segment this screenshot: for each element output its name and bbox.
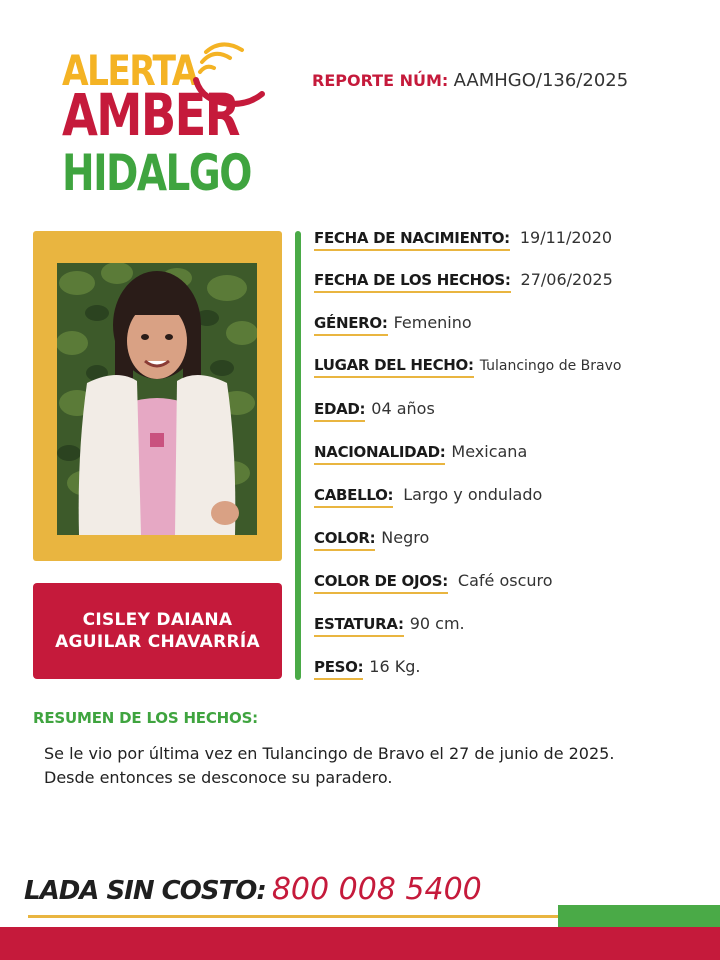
field-label: LUGAR DEL HECHO: <box>314 356 474 378</box>
person-name-box <box>33 583 282 679</box>
field-label: GÉNERO: <box>314 314 388 336</box>
field-value: 19/11/2020 <box>519 228 613 247</box>
field-label: COLOR: <box>314 529 375 551</box>
field-eye-color <box>314 571 553 594</box>
field-label: COLOR DE OJOS: <box>314 572 448 594</box>
summary-line2: Desde entonces se desconoce su paradero. <box>44 768 393 787</box>
field-color <box>314 528 429 551</box>
signal-waves-icon <box>192 42 272 112</box>
hotline <box>24 872 482 907</box>
field-nationality <box>314 442 527 465</box>
photo-frame <box>33 231 282 561</box>
field-label: FECHA DE NACIMIENTO: <box>314 229 510 251</box>
field-value: Tulancingo de Bravo <box>479 358 622 374</box>
field-label: ESTATURA: <box>314 615 404 637</box>
field-weight <box>314 657 420 680</box>
field-value: Café oscuro <box>457 571 553 590</box>
footer-red-band <box>0 927 720 960</box>
alerta-amber-logo <box>62 38 262 213</box>
field-label: EDAD: <box>314 400 365 422</box>
field-label: NACIONALIDAD: <box>314 443 445 465</box>
field-value: Femenino <box>393 313 472 332</box>
field-value: Negro <box>381 528 430 547</box>
field-label: CABELLO: <box>314 486 393 508</box>
field-label: PESO: <box>314 658 363 680</box>
summary-title: RESUMEN DE LOS HECHOS: <box>33 709 258 727</box>
summary-text <box>44 742 704 790</box>
field-value: Mexicana <box>451 442 528 461</box>
field-gender <box>314 313 472 336</box>
field-value: 90 cm. <box>409 614 465 633</box>
report-label: REPORTE NÚM: <box>312 71 449 90</box>
field-event-date <box>314 270 613 293</box>
person-name <box>55 609 260 653</box>
hotline-phone[interactable]: 800 008 5400 <box>271 872 482 907</box>
field-value: 16 Kg. <box>369 657 421 676</box>
field-birth-date <box>314 228 612 251</box>
field-age <box>314 399 435 422</box>
field-value: 04 años <box>371 399 435 418</box>
field-value: Largo y ondulado <box>403 485 543 504</box>
logo-amber-text: AMBER <box>62 81 239 149</box>
footer-green-block <box>558 905 720 927</box>
summary-line1: Se le vio por última vez en Tulancingo de Bravo el 27 de junio de 2025. <box>44 744 615 763</box>
report-value: AAMHGO/136/2025 <box>453 70 629 91</box>
logo-alerta-text: ALERTA <box>62 46 197 95</box>
missing-child-photo <box>57 263 257 535</box>
field-hair <box>314 485 542 508</box>
field-location <box>314 356 621 378</box>
hotline-label: LADA SIN COSTO: <box>24 876 266 906</box>
person-name-line1: CISLEY DAIANA <box>82 610 233 630</box>
logo-hidalgo-text: HIDALGO <box>62 144 251 202</box>
field-label: FECHA DE LOS HECHOS: <box>314 271 511 293</box>
report-number <box>312 70 628 92</box>
footer-gold-line <box>28 915 558 918</box>
person-name-line2: AGUILAR CHAVARRÍA <box>55 632 260 652</box>
field-height <box>314 614 465 637</box>
field-value: 27/06/2025 <box>520 270 613 289</box>
divider-bar <box>295 231 301 680</box>
